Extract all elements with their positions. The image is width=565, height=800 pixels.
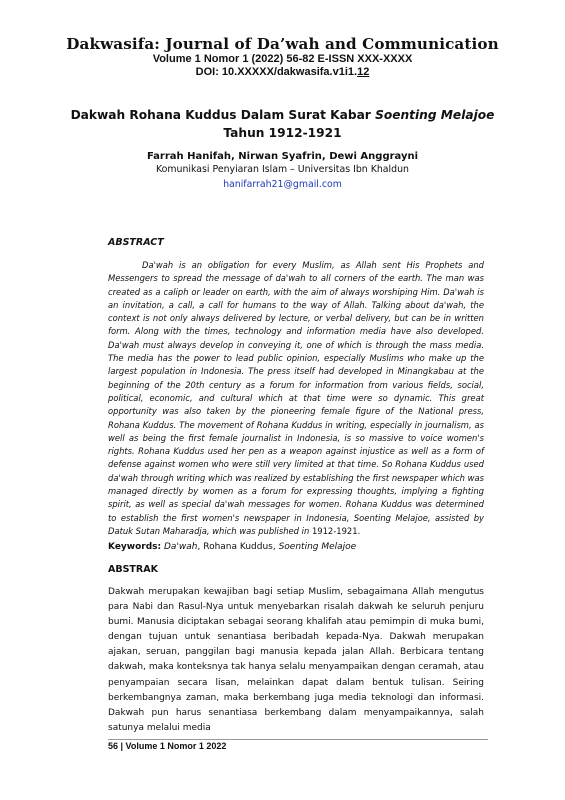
journal-title: Dakwasifa: Journal of Da’wah and Communication — [66, 35, 499, 53]
author-email-link[interactable]: hanifarrah21@gmail.com — [223, 179, 342, 190]
abstract-body — [108, 259, 484, 538]
article-title-text: Dakwah Rohana Kuddus Dalam Surat Kabar — [70, 108, 376, 122]
abstrak-body: Dakwah merupakan kewajiban bagi setiap Muslim, sebagaimana Allah mengutus para Nabi dan Rasul-Nya untuk menyebarkan risalah dakwah ke seluruh penjuru bumi. Manusia diciptakan sebagai seorang khalifah atau pemimpin di muka bumi, dengan tujuan untuk senantiasa beribadah kepada-Nya. Dakwah merupakan ajakan, seruan, panggilan bagi manusia kepada jalan Allah. Berbicara tentang dakwah, maka konteksnya tak hanya selalu menyampaikan dengan ceramah, atau penyampaian secara lisan, melainkan dapat dalam bentuk tulisan. Seiring berkembangnya zaman, maka berkembang juga media teknologi dan informasi. Dakwah pun harus senantiasa berkembang dalam menyampaikannya, salah satunya melalui media — [108, 587, 484, 733]
article-title-years: Tahun 1912-1921 — [223, 126, 342, 140]
page-footer: 56 | Volume 1 Nomor 1 2022 — [108, 741, 227, 751]
article-title — [60, 106, 505, 142]
keywords — [108, 542, 356, 552]
abstract-text: Da'wah is an obligation for every Muslim, as Allah sent His Prophets and Messengers to spread the message of da'wah to all corners of the earth. The man was created as a caliph or leader on earth, with the aim of always worshiping Him. Da'wah is an invitation, a call, a call for humans to the way of Allah. Talking about da'wah, the context is not only always delivered by lecture, or verbal delivery, but can be in written form. Along with the times, technology and information media have also developed. Da'wah must always develop in conveying it, one of which is through the mass media. The media has the power to lead public opinion, especially Muslims who make up the largest population in Indonesia. The press itself had developed in Minangkabau at the beginning of the 20th century as a forum for information from various fields, social, political, economic, and cultural which at that time were so dynamic. This great opportunity was also taken by the pioneering female figure of the National press, Rohana Kuddus. The movement of Rohana Kuddus in writing, especially in journalism, as well as being the first female journalist in Indonesia, is so massive to voice women's rights. Rohana Kuddus used her pen as a weapon against injustice as well as a form of defense against women who were still very limited at that time. So Rohana Kuddus used da'wah through writing which was realized by establishing the first newspaper which was managed directly by women as a forum for expressing thoughts, implying a fighting spirit, as well as special da'wah messages for women. Rohana Kuddus was determined to establish the first women's newspaper in Indonesia, Soenting Melajoe, assisted by Datuk Sutan Maharadja, which was published in — [108, 260, 484, 536]
article-title-italic: Soenting Melajoe — [375, 108, 495, 122]
keyword-separator: , Rohana Kuddus, — [197, 542, 279, 552]
doi-line — [0, 66, 565, 78]
abstrak-heading: ABSTRAK — [108, 564, 158, 575]
authors: Farrah Hanifah, Nirwan Syafrin, Dewi Anggrayni — [146, 151, 419, 162]
volume-issn-line: Volume 1 Nomor 1 (2022) 56-82 E-ISSN XXX-XXXX — [152, 53, 413, 65]
footer-divider — [108, 739, 488, 740]
abstract-heading: ABSTRACT — [108, 237, 164, 248]
affiliation: Komunikasi Penyiaran Islam – Universitas Ibn Khaldun — [155, 164, 409, 175]
keyword-dawah: Da'wah — [164, 542, 198, 552]
doi-prefix: DOI: 10.XXXXX/dakwasifa.v1i1. — [195, 66, 358, 78]
keywords-label: Keywords: — [108, 542, 162, 552]
doi-link[interactable]: 12 — [357, 66, 370, 78]
abstract-text-end: 1912-1921. — [311, 525, 361, 536]
keyword-soenting: Soenting Melajoe — [278, 542, 357, 552]
